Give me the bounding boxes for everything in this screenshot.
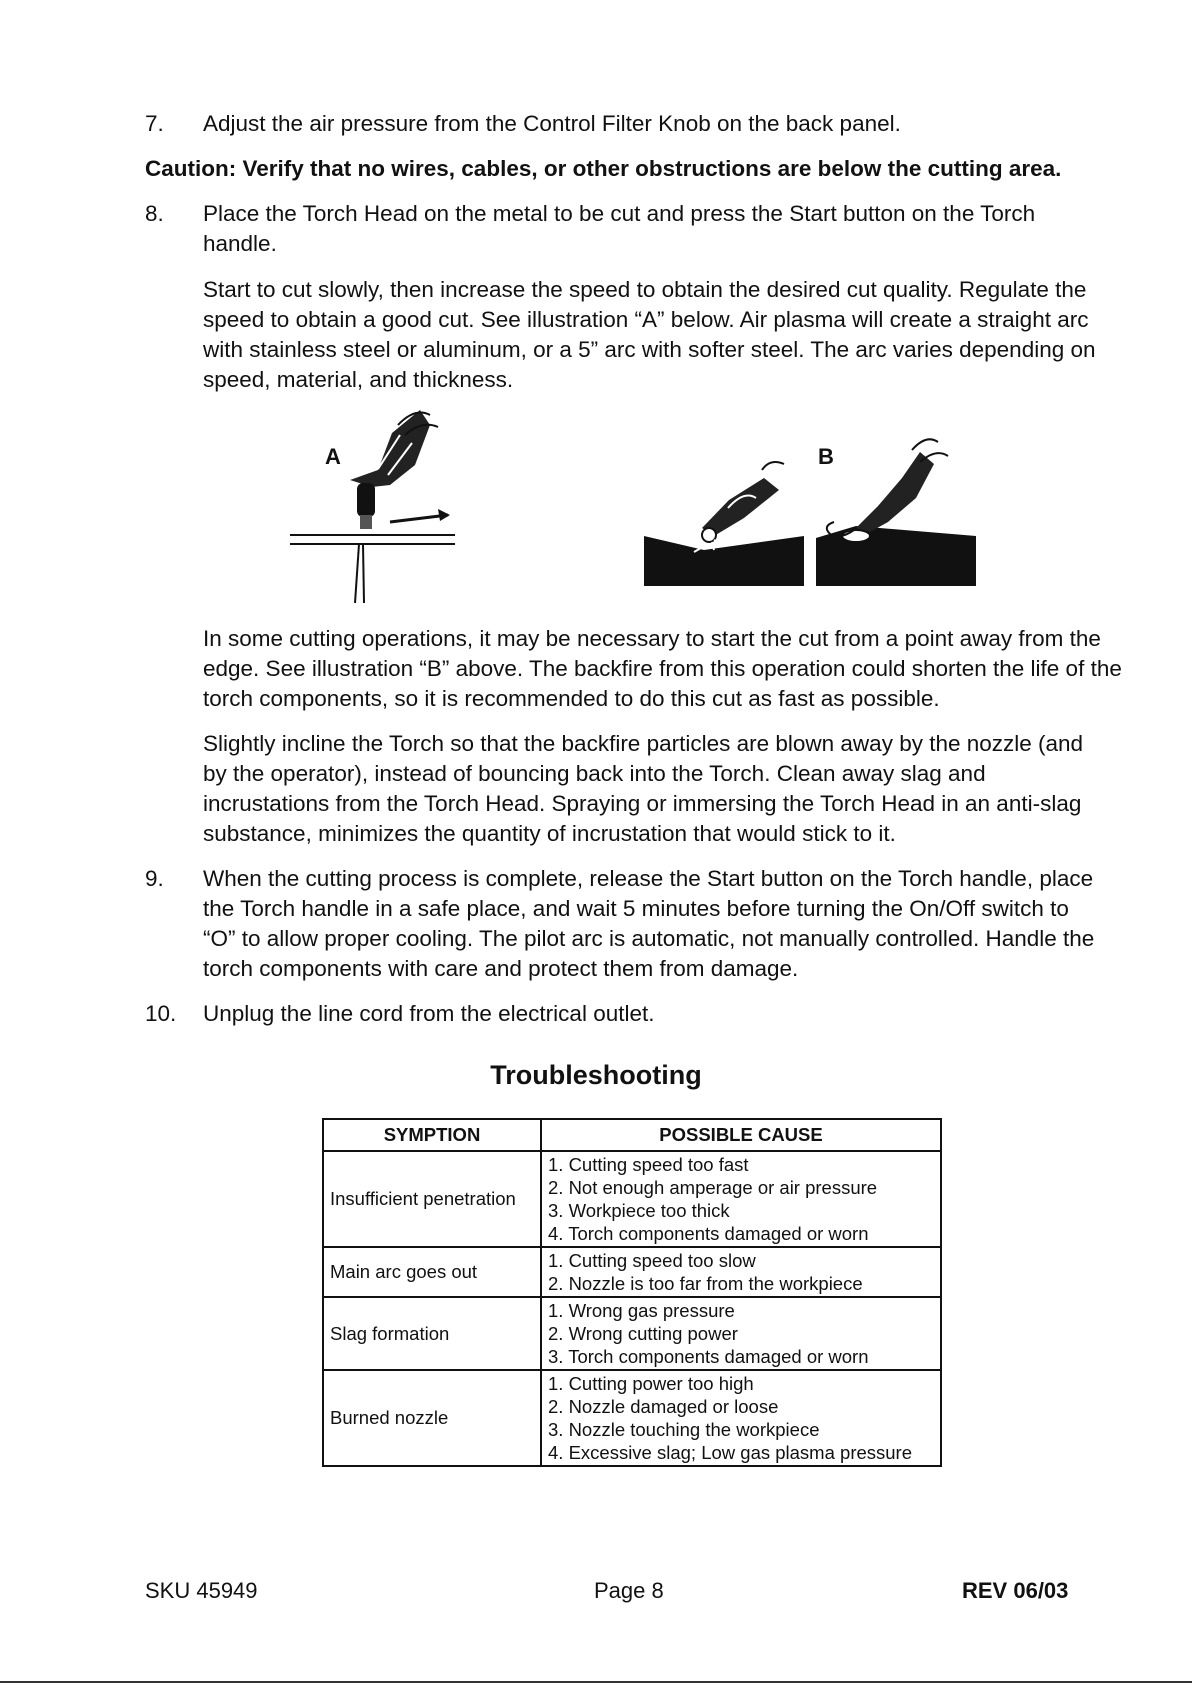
cause-cell xyxy=(541,1247,941,1297)
cause-item: 2. Nozzle damaged or loose xyxy=(548,1396,779,1417)
cause-item: 1. Cutting speed too slow xyxy=(548,1250,756,1271)
illustration-a-label: A xyxy=(325,444,341,469)
step-7-text: Adjust the air pressure from the Control Filter Knob on the back panel. xyxy=(203,111,901,136)
table-row xyxy=(323,1247,941,1297)
step-8-paragraph-3: Slightly incline the Torch so that the backfire particles are blown away by the nozzle (and by the operator), instead of bouncing back into the Torch. Clean away slag and incrustations from the Torch Head. Spraying or immersing the Torch Head in an anti-slag substance, minimizes the quantity of incrustation that would stick to it. xyxy=(203,731,1084,846)
footer-revision: REV 06/03 xyxy=(962,1578,1069,1603)
illustration-a-torch-cutting xyxy=(280,405,470,605)
cause-item: 1. Cutting power too high xyxy=(548,1373,754,1394)
step-9-text: When the cutting process is complete, release the Start button on the Torch handle, place the Torch handle in a safe place, and wait 5 minutes before turning the On/Off switch to “O” to allow proper cooling. The pilot arc is automatic, not manually controlled. Handle the torch components with care and protect them from damage. xyxy=(203,866,1095,981)
step-8-paragraph-2: In some cutting operations, it may be necessary to start the cut from a point away from the edge. See illustration “B” above. The backfire from this operation could shorten the life of the torch components, so it is recommended to do this cut as fast as possible. xyxy=(203,626,1122,711)
troubleshooting-table xyxy=(322,1118,942,1467)
table-row xyxy=(323,1297,941,1370)
symptom-cell: Insufficient penetration xyxy=(323,1151,541,1247)
footer-sku: SKU 45949 xyxy=(145,1578,258,1603)
illustration-b-torch-left xyxy=(644,440,804,588)
illustration-b-label: B xyxy=(818,444,834,469)
step-number-7: 7. xyxy=(145,111,164,136)
cause-cell xyxy=(541,1151,941,1247)
table-row xyxy=(323,1370,941,1466)
step-10-text: Unplug the line cord from the electrical outlet. xyxy=(203,1001,655,1026)
symptom-cell: Main arc goes out xyxy=(323,1247,541,1297)
symptom-column-header: SYMPTION xyxy=(323,1119,541,1151)
cause-item: 3. Workpiece too thick xyxy=(548,1200,730,1221)
cause-item: 3. Nozzle touching the workpiece xyxy=(548,1419,820,1440)
caution-text: Caution: Verify that no wires, cables, or other obstructions are below the cutting area. xyxy=(145,156,1062,181)
footer-page-number: Page 8 xyxy=(594,1578,664,1603)
cause-item: 3. Torch components damaged or worn xyxy=(548,1346,869,1367)
cause-cell xyxy=(541,1297,941,1370)
symptom-cell: Slag formation xyxy=(323,1297,541,1370)
cause-item: 2. Wrong cutting power xyxy=(548,1323,738,1344)
bottom-rule xyxy=(0,1681,1192,1683)
cause-cell xyxy=(541,1370,941,1466)
step-8-paragraph-1: Start to cut slowly, then increase the speed to obtain the desired cut quality. Regulate the speed to obtain a good cut. See illustration “A” below. Air plasma will create a straight arc with stainless steel or aluminum, or a 5” arc with softer steel. The arc varies depending on speed, material, and thickness. xyxy=(203,277,1096,392)
cause-item: 2. Not enough amperage or air pressure xyxy=(548,1177,878,1198)
cause-item: 4. Torch components damaged or worn xyxy=(548,1223,869,1244)
cause-item: 4. Excessive slag; Low gas plasma pressure xyxy=(548,1442,913,1463)
step-number-8: 8. xyxy=(145,201,164,226)
cause-column-header: POSSIBLE CAUSE xyxy=(541,1119,941,1151)
step-8-text: Place the Torch Head on the metal to be cut and press the Start button on the Torch handle. xyxy=(203,201,1036,256)
table-row xyxy=(323,1151,941,1247)
step-number-10: 10. xyxy=(145,1001,177,1026)
step-number-9: 9. xyxy=(145,866,164,891)
troubleshooting-heading: Troubleshooting xyxy=(490,1060,702,1090)
symptom-cell: Burned nozzle xyxy=(323,1370,541,1466)
illustration-b-torch-right xyxy=(816,430,976,588)
cause-item: 1. Wrong gas pressure xyxy=(548,1300,735,1321)
cause-item: 1. Cutting speed too fast xyxy=(548,1154,749,1175)
table-header-row xyxy=(323,1119,941,1151)
cause-item: 2. Nozzle is too far from the workpiece xyxy=(548,1273,863,1294)
